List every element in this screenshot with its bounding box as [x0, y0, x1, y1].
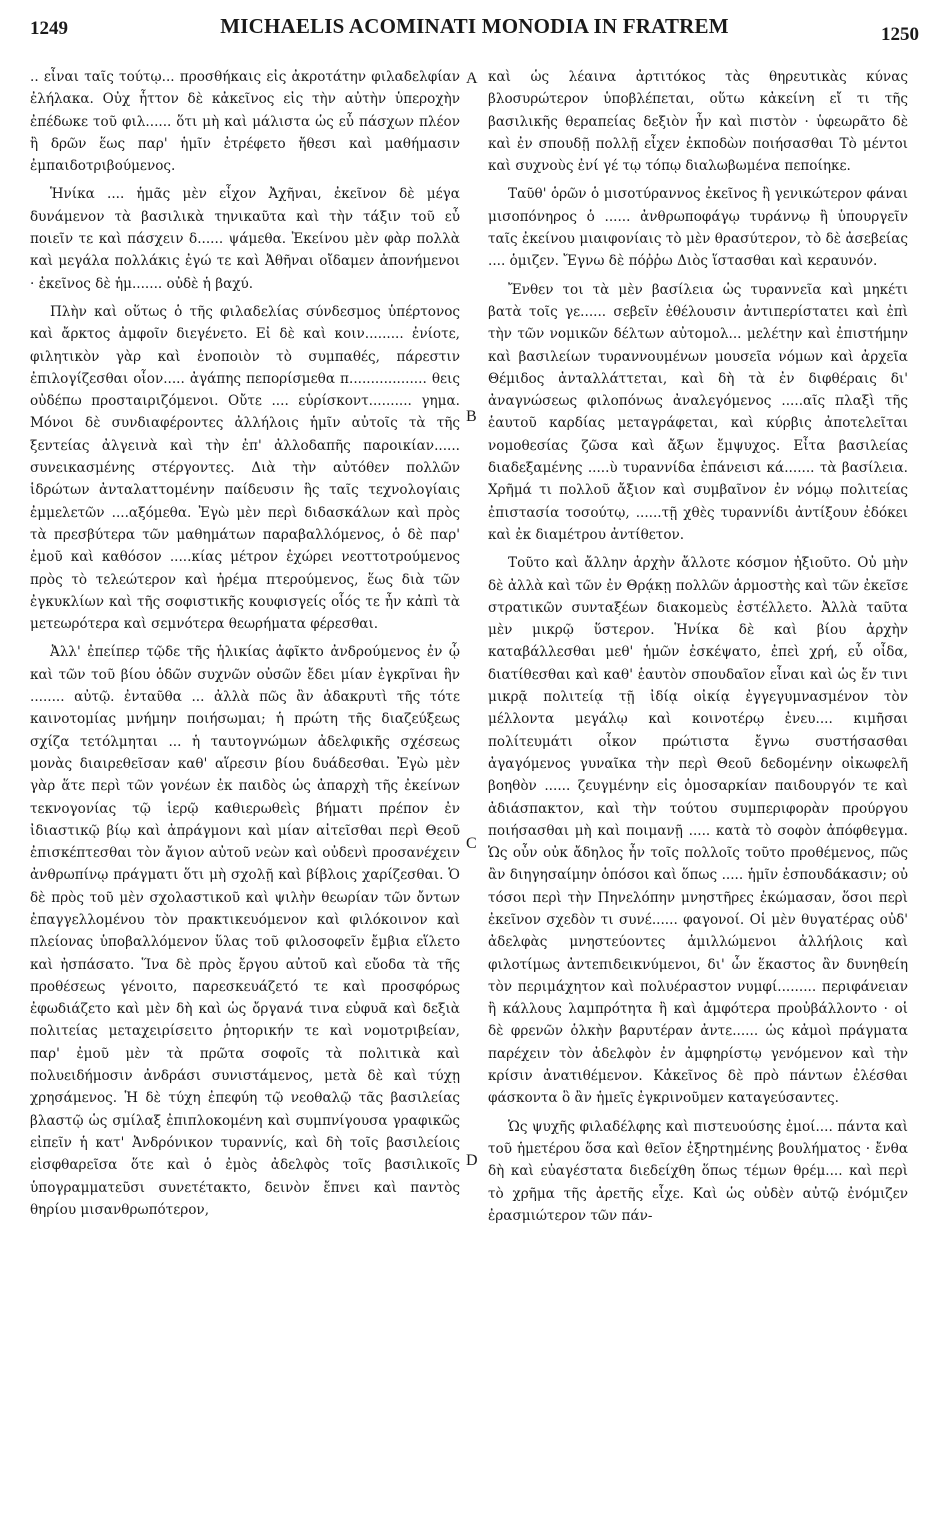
running-title: MICHAELIS ACOMINATI MONODIA IN FRATREM — [220, 14, 729, 38]
paragraph: Πλὴν καὶ οὕτως ὁ τῆς φιλαδελίας σύνδεσμος ὑπέρτονος καὶ ἄρκτος ἀμφοῖν διεγένετο. Εἰ δὲ καὶ κοιν......... ἐνίοτε, φιλητικὸν γὰρ καὶ ἑνοποιὸν τὸ συμπαθές, πάρεστιν ἐπιλογίζεσθαι οἷον..... ἀγάπης πεπορίσμεθα π.................. θεις οὐδέπω προσταιριζόμενοι. Οὔτε .... εὑρίσκοντ.......... γημα. Μόνοι δὲ συνδιαφέροντες ἀλλήλοις ἡμῖν αὐτοῖς τὰ τῆς ξεντείας ἀλγεινὰ καὶ τὴν ἐπ' ἀλλοδαπῆς παροικίαν...... συνεικασμένης στέργοντες. Διὰ τὴν αὐτόθεν πολλῶν ἱδρώτων ἀνταλαττομένην παίδευσιν ἣς ταῖς τεχνολογίαις ἐμμελετῶν ....αξόμεθα. Ἐγὼ μὲν περὶ διδασκάλων καὶ πρὸς τὰ πρεσβύτερα τῶν μαθημάτων παραβαλλόμενος, ὁ δὲ παρ' ἐμοῦ καὶ καθόσον .....κίας μέτρον ἐχώρει νεοττοτρούμενος πρὸς τὸ τελεώτερον καὶ ἠρέμα πτερούμενος, ἕως διὰ τῶν ἐγκυκλίων καὶ τῆς σοφιστικῆς κουφισγείς οἷός τε ἦν κἀπὶ τὰ μετεωρότερα καὶ σεμνότερα θεωρήματα φέρεσθαι. — [30, 303, 460, 633]
left-column — [30, 66, 460, 1531]
running-header — [30, 12, 919, 45]
margin-letter-b: B — [466, 408, 477, 425]
paragraph: Ἀλλ' ἐπείπερ τῷδε τῆς ἡλικίας ἀφῖκτο ἀνδρούμενος ἐν ᾧ καὶ τῶν τοῦ βίου ὁδῶν συχνῶν οὐσῶν ἔδει μίαν ἐγκρῖναι ἣν ........ αὐτῷ. ἐνταῦθα ... ἀλλὰ πῶς ἂν ἀδακρυτὶ τῆς τότε καινοτομίας μνήμην ποιήσωμαι; ἡ πρώτη τῆς διαζεύξεως σχίζα τετόλμηται ... ἡ ταυτογνώμων ἀδελφικῆς σχέσεως μονὰς διαιρεθεῖσαν καθ' αἵρεσιν βίου δυάδεσθαι. Ἐγὼ μὲν γὰρ ἅτε περὶ τῶν γονέων ἐκ παιδὸς ὡς ἀπαρχὴ τῆς ἐκείνων τεκνογονίας τῷ ἱερῷ καθιερωθεὶς βήματι πρέπον ἐν ἰδιαστικῷ βίῳ καὶ ἀπράγμονι καὶ μίαν αἰτεῖσθαι περὶ Θεοῦ ἐπισκέπτεσθαι τὸν ἄγιον αὐτοῦ νεὼν καὶ οὐδενὶ προσανέχειν ἀνθρωπίνῳ πράγματι ὅτι μὴ σχολῇ καὶ βίβλοις χαρίζεσθαι. Ὁ δὲ πρὸς τοῦ μὲν σχολαστικοῦ καὶ ψιλὴν θεωρίαν τῶν ὄντων ἐπαγγελλομένου τὸν πρακτικευόμενον καὶ φιλόκοινον καὶ πλείονας ὑποβαλλόμενον ὕλας τοῦ φιλοσοφεῖν ἔμβια εἵλετο καὶ ἠσπάσατο. Ἵνα δὲ πρὸς ἔργου αὐτοῦ καὶ εὔοδα τὰ τῆς προθέσεως γένοιτο, παρεσκευάζετό τε καὶ προσφόρως ἐφωδιάζετο καὶ μὲν δὴ καὶ ὡς ὄργανά τινα εὐφυᾶ καὶ δεξιὰ πολιτείας μεταχειρίσειτο ῥητορικήν τε καὶ νομοτριβείαν, παρ' ἐμοῦ μὲν τὰ πρῶτα σοφοῖς τὰ πολιτικὰ καὶ πολυειδήμοσιν ἀνδράσι συνιστάμενος, μετὰ δὲ καὶ τύχῃ χρησάμενος. Ἡ δὲ τύχη ἐπεφύη τῷ νεοθαλῷ τᾶς βασιλείας βλαστῷ ὡς σμίλαξ ἐπιπλοκομένη καὶ συμπνίγουσα γραφικῶς εἰπεῖν ἡ κατ' Ἀνδρόνικον τυραννίς, καὶ δὴ τοῖς βασιλείοις εἰσφθαρεῖσα ὅτε καὶ ὁ ἐμὸς ἀδελφὸς τοῖς βασιλικοῖς ὑπογραμματεῦσι συνετέτακτο, δεινὸν ἔπνει καὶ παντὸς θηρίου μισανθρωπότερον, — [30, 644, 460, 1218]
paragraph: Ταῦθ' ὁρῶν ὁ μισοτύραννος ἐκεῖνος ἢ γενικώτερον φάναι μισοπόνηρος ὁ ...... ἀνθρωποφάγῳ τυράννῳ ἢ ὑπουργεῖν ταῖς ἐκείνου μιαιφονίαις τὸ μὲν θρασύτερον, τὸ δὲ ἀσεβείας .... ὁμιζεν. Ἔγνω δὲ πόῤῥω Διὸς ἵστασθαι καὶ κεραυνόν. — [488, 186, 908, 270]
margin-letter-d: D — [466, 1152, 478, 1169]
paragraph: Ἔνθεν τοι τὰ μὲν βασίλεια ὡς τυραννεῖα καὶ μηκέτι βατὰ τοῖς γε...... σεβεῖν ἐθέλουσιν ἀντιπερίστατει καὶ ἐπὶ τὴν τῶν νομικῶν δέλτων αὐτομολ... μελέτην καὶ ἐπιστήμην καὶ βασιλείων τυραννουμένων μουσεῖα νόμων καὶ ἀρχεῖα Θέμιδος ἀνταλλάττεται, καὶ δὴ τὰ ἐν διφθέραις δι' ἀναγνώσεως φιλοπόνως ἀναλεγόμενος .....αῖς πλαξὶ τῆς ἑαυτοῦ καρδίας μεταγράφεται, καὶ κύρβις ἀποτελεῖται νομοθεσίας ζῶσα καὶ ἄξων ἔμψυχος. Εἶτα βασιλείας διαδεξαμένης .....ὺ τυραννίδα ἐπάνεισι κά....... τὰ βασίλεια. Χρῆμά τι πολλοῦ ἄξιον καὶ συμβαῖνον ἐν νόμῳ πολιτείας ἐπιστασία τοσούτῳ, ......τῇ χθὲς τυραννίδι ἀντίξουν ἐδόκει καὶ ἐκ διαμέτρου ἀντίθετον. — [488, 281, 908, 543]
paragraph: καὶ ὡς λέαινα ἀρτιτόκος τὰς θηρευτικὰς κύνας βλοσυρώτερον ὑποβλέπεται, οὕτω κἀκείνη εἴ τι τῆς βασιλικῆς θεραπείας δεξιὸν ἦν καὶ πιστὸν · ὑφεωρᾶτο δὲ καὶ ἐν σπουδῇ πολλῇ εἶχεν ἐκποδὼν ποιήσασθαι Τὸ μέντοι καὶ συχνοὺς ἐνί γέ τῳ τόπῳ διαλωβωμένα πεποίηκε. — [488, 69, 908, 175]
page-number-right: 1250 — [881, 24, 919, 45]
right-column — [488, 66, 908, 1531]
paragraph: .. εἶναι ταῖς τούτῳ... προσθήκαις εἰς ἀκροτάτην φιλαδελφίαν ἐλήλακα. Οὐχ ἧττον δὲ κἀκεῖνος εἰς τὴν αὐτὴν ὑπεροχὴν ἐπέδωκε τοῦ φιλ...... ὅτι μὴ καὶ μάλιστα ὡς εὖ πάσχων πλέον ἢ δρῶν ἕως παρ' ἡμῖν ἐτρέφετο ἤθεσι καὶ μαθήμασιν ἐμπαιδοτριβούμενος. — [30, 69, 460, 175]
page-number-left: 1249 — [30, 18, 68, 39]
margin-letter-c: C — [466, 835, 477, 852]
paragraph: Ἡνίκα .... ἡμᾶς μὲν εἶχον Ἀχῆναι, ἐκεῖνον δὲ μέγα δυνάμενον τὰ βασιλικὰ τηνικαῦτα καὶ τὴν τάξιν τοῦ εὖ ποιεῖν τε καὶ πάσχειν δ...... ψάμεθα. Ἐκείνου μὲν φὰρ πολλὰ καὶ μεγάλα πολλάκις ἐγώ τε καὶ Ἀθῆναι οἴδαμεν ἀπονήμενοι · ἐκεῖνος δὲ ἡμ....... οὐδὲ ἡ βαχύ. — [30, 186, 460, 292]
paragraph: Ὡς ψυχῆς φιλαδέλφης καὶ πιστευούσης ἐμοί.... πάντα καὶ τοῦ ἡμετέρου ὅσα καὶ θεῖον ἐξηρτημένης βουλήματος · ἔνθα δὴ καὶ εὐαγέστατα διεδείχθη ὅπως τέμων θρέμ.... καὶ περὶ τὸ χρῆμα τῆς ἀρετῆς εἶχε. Καὶ ὡς οὐδὲν αὐτῷ ἐνόμιζεν ἐρασμιώτερον τῶν πάν- — [488, 1118, 908, 1224]
margin-letter-a: A — [466, 70, 478, 87]
paragraph: Τοῦτο καὶ ἄλλην ἀρχὴν ἄλλοτε κόσμον ἠξιοῦτο. Οὐ μὴν δὲ ἀλλὰ καὶ τῶν ἐν Θρᾴκῃ πολλῶν ἁρμοστὴς καὶ τῶν ἐκεῖσε στρατικῶν συνταξέων διακομεὺς ἐστέλλετο. Ἀλλὰ ταῦτα μὲν μικρῷ ὕστερον. Ἡνίκα δὲ καὶ βίου ἀρχὴν καταβάλλεσθαι μεθ' ἡμῶν ἐσκέψατο, ἐπεὶ χρή, εὖ οἶδα, διατίθεσθαι καὶ καθ' ἑαυτὸν σπουδαῖον εἶναι καὶ ὡς ἔν τινι μικρᾷ πολιτείᾳ τῇ ἰδίᾳ οἰκίᾳ ἐγγεγυμνασμένον τὸν μέλλοντα μεγάλῳ καὶ κοινοτέρῳ ἐνευ.... κιμῆσαι πολίτευμάτι οἶκον πρώτιστα ἔγνω συστήσασθαι ἀγαγόμενος γυναῖκα τὴν περὶ Θεοῦ δεδομένην οἰκωφελῆ βοηθὸν ...... ζευγμένην εἰς ὁμοσαρκίαν παιδουργόν τε καὶ ἀδιάσπακτον, καὶ τὴν τούτου συμπεριφορὰν πρoύργου ποιήσασθαι μὴ καὶ ποιμανῇ ..... κατὰ τὸ σοφὸν ἀπόφθεγμα. Ὡς οὖν οὐκ ἄδηλος ἦν τοῖς πολλοῖς τοῦτο προθέμενος, πῶς ἂν διηγησαίμην ὁπόσοι καὶ ὅπως ..... ἡμῖν ἐσπουδάκασιν; οὐ τόσοι περὶ τὴν Πηνελόπην μνηστῆρες ἐκώμασαν, ὅσοι περὶ ἐκεῖνον σχεδὸν τι συνέ...... φαγονοί. Οἱ μὲν θυγατέρας οὐδ' ἀδελφὰς μνηστεύοντες ἁμιλλώμενοι ἀλλήλοις καὶ φιλοτίμως ἀντεπιδεικνύμενοι, δι' ὧν ἕκαστος ἂν δυνηθείη τὸν περιμάχητον καὶ πολυέραστον νυμφί......... περιφάνειαν ἢ κάλλους λαμπρότητα ἢ καὶ ἀμφότερα προὐβάλλοντο · οἱ δὲ φρενῶν ὁλκὴν βαρυτέραν ἀντε...... ὡς κἀμοὶ πράγματα παρέχειν τὸν ἀδελφὸν ἐν ἀμφηρίστῳ γενόμενον καὶ τὴν κρίσιν ἀνατιθέμενον. Κἀκεῖνος δὲ πρὸ πάντων ἐλέσθαι φάσκοντα ὃ ἂν ἡμεῖς ἐγκρινοῦμεν καταγεύσαντες. — [488, 555, 908, 1107]
